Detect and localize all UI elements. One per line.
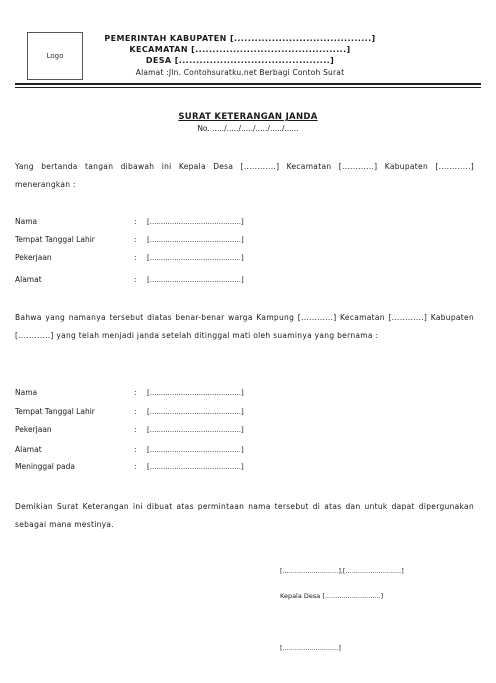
field-colon: : [134, 217, 137, 226]
field-colon: : [134, 407, 137, 416]
field-colon: : [134, 425, 137, 434]
field-value: [.........................................] [147, 254, 244, 262]
field-colon: : [134, 235, 137, 244]
document-number: No. ...../...../...../...../...../...... [197, 124, 299, 133]
field-label: Nama [15, 217, 38, 226]
field-value: [.........................................] [147, 426, 244, 434]
field-value: [.........................................] [147, 463, 244, 471]
logo-label: Logo [46, 52, 64, 60]
field-label: Pekerjaan [15, 425, 52, 434]
field-colon: : [134, 253, 137, 262]
letterhead-rule-thick [15, 83, 481, 85]
signature-place-date: [...........................],[...........................] [280, 567, 404, 575]
letterhead-district: KECAMATAN [............................................] [129, 45, 351, 54]
field-value: [.........................................] [147, 218, 244, 226]
field-colon: : [134, 388, 137, 397]
field-value: [.........................................] [147, 389, 244, 397]
field-value: [.........................................] [147, 276, 244, 284]
letterhead-rule-thin [15, 87, 481, 88]
field-label: Tempat Tanggal Lahir [15, 407, 95, 416]
intro-paragraph: Yang bertanda tangan dibawah ini Kepala Desa [............] Kecamatan [............] Kabupaten [............] menerangkan : [15, 162, 474, 189]
closing-paragraph: Demikian Surat Keterangan ini dibuat atas permintaan nama tersebut di atas dan untuk dapat dipergunakan sebagai mana mestinya. [15, 502, 474, 529]
letterhead-village: DESA [............................................] [145, 56, 335, 65]
field-colon: : [134, 462, 137, 471]
field-label: Nama [15, 388, 38, 397]
field-value: [.........................................] [147, 446, 244, 454]
signature-position: Kepala Desa [...........................] [280, 592, 384, 600]
field-colon: : [134, 275, 137, 284]
field-label: Alamat [15, 275, 42, 284]
field-colon: : [134, 445, 137, 454]
field-label: Tempat Tanggal Lahir [15, 235, 95, 244]
signature-name: [...........................] [280, 644, 341, 652]
field-value: [.........................................] [147, 236, 244, 244]
field-value: [.........................................] [147, 408, 244, 416]
document-title: SURAT KETERANGAN JANDA [178, 112, 318, 122]
statement-paragraph: Bahwa yang namanya tersebut diatas benar-benar warga Kampung [............] Kecamatan [............] Kabupaten [............] yang telah menjadi janda setelah ditinggal mati oleh suaminya yang bernama : [15, 313, 474, 340]
letterhead-government: PEMERINTAH KABUPATEN [........................................] [104, 34, 376, 43]
field-label: Pekerjaan [15, 253, 52, 262]
field-label: Meninggal pada [15, 462, 75, 471]
field-label: Alamat [15, 445, 42, 454]
logo-placeholder [27, 32, 83, 80]
letterhead-address: Alamat :Jln. Contohsuratku.net Berbagi Contoh Surat [135, 68, 345, 77]
